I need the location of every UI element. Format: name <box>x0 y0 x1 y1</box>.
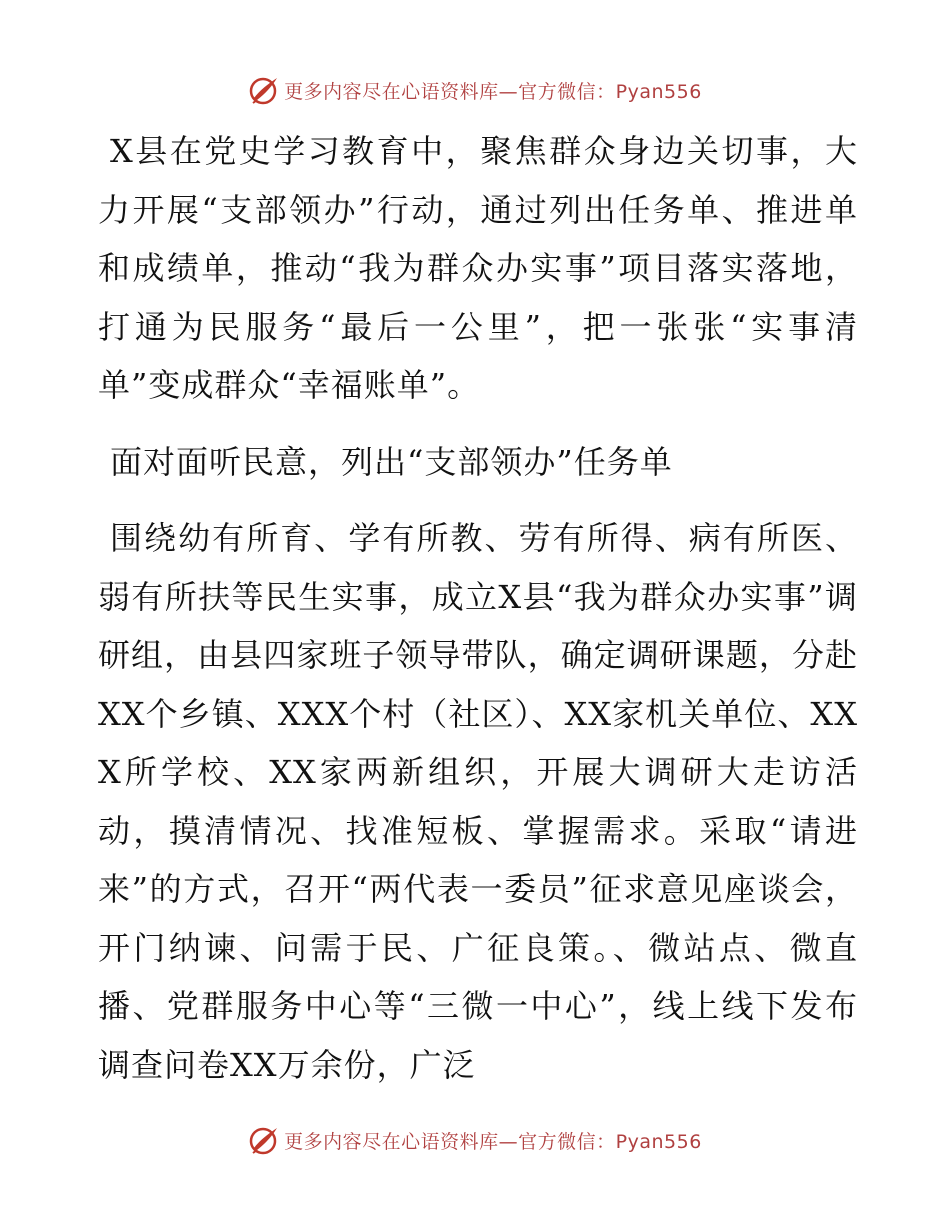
footer-watermark-banner <box>0 1120 950 1160</box>
paragraph-survey: 围绕幼有所育、学有所教、劳有所得、病有所医、弱有所扶等民生实事，成立X县“我为群众办实事”调研组，由县四家班子领导带队，确定调研课题，分赴XX个乡镇、XXX个村（社区）、XX家机关单位、XXX所学校、XX家两新组织，开展大调研大走访活动，摸清情况、找准短板、掌握需求。采取“请进来”的方式，召开“两代表一委员”征求意见座谈会，开门纳谏、问需于民、广征良策。、微站点、微直播、党群服务中心等“三微一中心”，线上线下发布调查问卷XX万余份，广泛 <box>98 519 858 1084</box>
quill-pen-icon <box>248 1124 280 1156</box>
quill-pen-icon <box>248 74 280 106</box>
header-watermark-banner <box>0 70 950 110</box>
footer-banner-text: 更多内容尽在心语资料库—官方微信：Pyan556 <box>284 1130 702 1153</box>
section-heading: 面对面听民意，列出“支部领办”任务单 <box>110 442 673 481</box>
header-banner-text: 更多内容尽在心语资料库—官方微信：Pyan556 <box>284 80 702 103</box>
paragraph-intro: X县在党史学习教育中，聚焦群众身边关切事，大力开展“支部领办”行动，通过列出任务单、推进单和成绩单，推动“我为群众办实事”项目落实落地，打通为民服务“最后一公里”，把一张张“实事清单”变成群众“幸福账单”。 <box>98 132 858 404</box>
document-body <box>98 122 858 1094</box>
